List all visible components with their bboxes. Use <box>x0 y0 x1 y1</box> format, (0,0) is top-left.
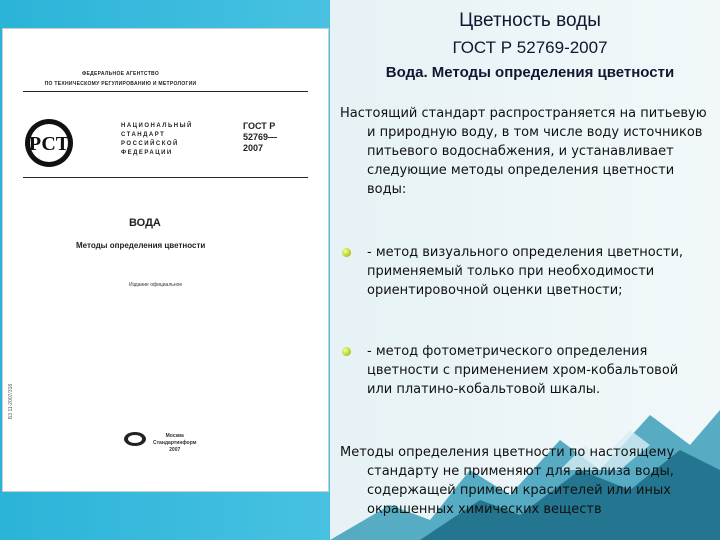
outro-text: Методы определения цветности по настоящему стандарту не применяют для анализа воды, содержащей примеси красителей или иных окрашенных химических веществ <box>340 445 675 517</box>
cover-gost-line: 52769— <box>243 132 278 142</box>
svg-text:РСТ: РСТ <box>28 133 70 155</box>
slide-subject: Вода. Методы определения цветности <box>385 64 675 81</box>
bullet-item: - метод фотометрического определения цветности с применением хром-кобальтовой или платино-кобальтовой шкалы. <box>367 344 679 397</box>
cover-national-line: НАЦИОНАЛЬНЫЙ <box>121 123 193 129</box>
slide-title: Цветность воды <box>459 10 601 31</box>
slide-standard: ГОСТ Р 52769-2007 <box>452 38 608 57</box>
cover-rule <box>23 177 308 178</box>
bullet-icon <box>342 347 351 356</box>
cover-national-standard <box>121 122 193 158</box>
cover-subtitle: Методы определения цветности <box>76 241 206 250</box>
cover-gost-number <box>243 121 277 154</box>
cover-publisher <box>153 433 196 454</box>
cover-national-line: ФЕДЕРАЦИИ <box>121 150 173 156</box>
intro-text: Настоящий стандарт распространяется на питьевую и природную воду, в том числе воду источников питьевого водоснабжения, и устанавливает следующие методы определения цветности воды: <box>340 106 707 197</box>
gost-logo-icon <box>23 117 75 169</box>
cover-side-code: Б3 11-2007/318 <box>8 383 14 419</box>
cover-national-line: СТАНДАРТ <box>121 132 166 138</box>
cover-rule <box>23 91 308 92</box>
cover-publisher-line: 2007 <box>169 447 181 453</box>
intro-paragraph <box>340 104 715 199</box>
bullet-icon <box>342 248 351 257</box>
cover-publisher-line: Москва <box>165 433 184 439</box>
publisher-logo-icon <box>123 431 147 447</box>
bullet-item: - метод визуального определения цветности, применяемый только при необходимости ориентировочной оценки цветности; <box>367 245 684 298</box>
cover-agency-line: ПО ТЕХНИЧЕСКОМУ РЕГУЛИРОВАНИЮ И МЕТРОЛОГИИ <box>44 81 197 87</box>
cover-gost-line: ГОСТ Р <box>243 121 276 131</box>
cover-edition: Издание официальное <box>129 282 183 288</box>
standard-cover-image <box>2 28 329 492</box>
cover-publisher-line: Стандартинформ <box>153 440 197 446</box>
outro-paragraph <box>340 443 715 519</box>
cover-national-line: РОССИЙСКОЙ <box>121 141 179 147</box>
cover-gost-line: 2007 <box>243 143 264 153</box>
cover-title: ВОДА <box>129 217 161 229</box>
cover-agency-line: ФЕДЕРАЛЬНОЕ АГЕНТСТВО <box>81 71 160 77</box>
